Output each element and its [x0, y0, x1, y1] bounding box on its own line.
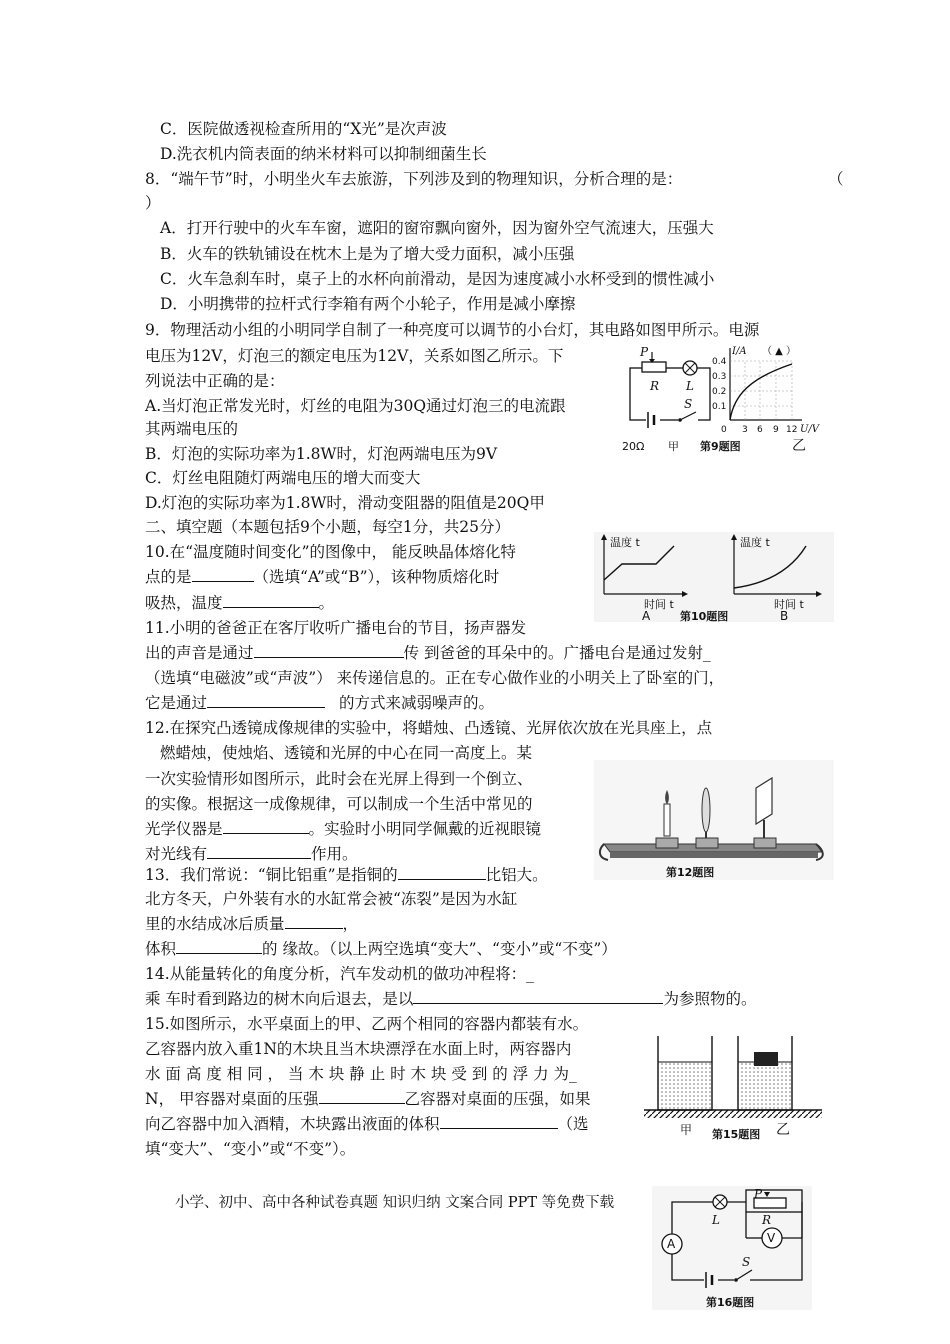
q13-line-3-end: ， [342, 915, 359, 933]
q9-x-tick-0: 0 [721, 425, 727, 435]
q8-option-c: C．火车急刹车时，桌子上的水杯向前滑动，是因为速度减小水杯受到的惯性减小 [160, 270, 715, 288]
q9-label-r: R [650, 379, 660, 393]
q9-option-a-2: 其两端电压的 [145, 420, 239, 438]
q14-line-1-start: 14.从能量转化的角度分析，汽车发动机的做功冲程将： [145, 965, 527, 983]
q15-line-5-end: （选 [557, 1115, 589, 1133]
q9-x-axis-label: U/V [800, 424, 820, 435]
q9-option-c: C．灯丝电阻随灯两端电压的增大而变大 [145, 469, 421, 487]
q16-label-p: P [754, 1187, 763, 1201]
q11-answer-blank-2[interactable]: _ [702, 644, 711, 662]
section-2-title: 二、填空题（本题包括9个小题，每空1分，共25分） [145, 518, 510, 536]
q9-ohm-label: 20Ω [622, 440, 645, 453]
q9-iu-curve [730, 364, 792, 420]
q10-b-x-label: 时间 t [774, 598, 804, 611]
q10-line-3-end: 。 [318, 594, 335, 612]
q10-label-b: B [780, 609, 789, 622]
q9-x-tick-12: 12 [786, 425, 798, 435]
q10-answer-blank-2[interactable] [223, 592, 319, 608]
q10-label-a: A [642, 609, 651, 622]
q8-paren-open: （ [828, 170, 844, 188]
q16-label-a: A [667, 1237, 676, 1251]
q13-line-2: 北方冬天，户外装有水的水缸常会被“冻裂”是因为水缸 [145, 890, 518, 908]
q13-line-1-end: 比铝大。 [485, 866, 548, 884]
q15-line-4-start: N， 甲容器对桌面的压强 [145, 1090, 319, 1108]
q7-option-d: D.洗衣机内筒表面的纳米材料可以抑制细菌生长 [160, 145, 487, 163]
q8-stem: 8．“端午节”时，小明坐火车去旅游，下列涉及到的物理知识，分析合理的是： [145, 170, 683, 188]
q10-answer-blank-1[interactable] [192, 566, 254, 582]
q9-line-3: 列说法中正确的是： [145, 372, 285, 390]
q15-yi-label: 乙 [776, 1122, 790, 1138]
q12-line-5 [145, 818, 541, 840]
q11-line-3: （选填“电磁波”或“声波”） 来传递信息的。正在专心做作业的小明关上了卧室的门， [145, 669, 725, 687]
q9-label-p: P [640, 345, 649, 359]
q11-line-1: 11.小明的爸爸正在客厅收听广播电台的节目，扬声器发 [145, 619, 527, 637]
q9-option-a-1: A.当灯泡正常发光时，灯丝的电阻为30Q通过灯泡三的电流跟 [145, 397, 566, 415]
q9-line-1: 9．物理活动小组的小明同学自制了一种亮度可以调节的小台灯，其电路如图甲所示。电源 [145, 321, 760, 339]
q15-line-6: 填“变大”、“变小”或“不变”）。 [145, 1140, 356, 1158]
q10-line-2 [145, 566, 499, 588]
q12-line-5-end: 。实验时小明同学佩戴的近视眼镜 [308, 820, 542, 838]
q12-line-2: 燃蜡烛，使烛焰、透镜和光屏的中心在同一高度上。某 [160, 744, 533, 762]
q8-paren-close: ） [145, 194, 161, 212]
q14-line-2-end: 为参照物的。 [663, 990, 757, 1008]
q12-figure [594, 760, 834, 880]
q11-line-2-start: 出的声音是通过 [145, 644, 254, 662]
q15-line-3 [145, 1063, 577, 1085]
q13-line-3-start: 里的水结成冰后质量 [145, 915, 285, 933]
q9-y-tick-1: 0.4 [712, 357, 727, 367]
q9-figure [620, 340, 825, 460]
q15-line-4 [145, 1088, 591, 1110]
q10-figure [594, 532, 834, 622]
q12-line-5-start: 光学仪器是 [145, 820, 223, 838]
q16-figure [650, 1186, 816, 1310]
q11-line-2-mid: 传 到爸爸的耳朵中的。广播电台是通过发射 [403, 644, 703, 662]
q14-answer-blank-1[interactable]: _ [526, 965, 534, 983]
q8-option-a: A．打开行驶中的火车车窗，遮阳的窗帘飘向窗外，因为窗外空气流速大，压强大 [160, 219, 714, 237]
q9-jia-label: 甲 [668, 440, 679, 453]
q10-caption: 第10题图 [680, 610, 729, 622]
q12-line-6-start: 对光线有 [145, 845, 208, 863]
q16-label-v: V [767, 1231, 776, 1245]
q14-line-2-start: 乘 车时看到路边的树木向后退去，是以 [145, 990, 414, 1008]
q9-marker: （ ▲ ） [762, 346, 797, 357]
q12-answer-blank-2[interactable] [207, 843, 311, 859]
q11-line-4 [145, 692, 494, 714]
q14-answer-blank-2[interactable] [413, 988, 663, 1004]
q13-answer-blank-2[interactable] [285, 913, 343, 929]
q13-line-4 [145, 938, 617, 960]
q10-line-2-start: 点的是 [145, 568, 192, 586]
q9-label-s: S [684, 397, 693, 411]
q9-label-l: L [686, 379, 694, 393]
convex-lens [702, 788, 710, 832]
q9-yi-label: 乙 [792, 438, 806, 454]
q10-line-1: 10.在“温度随时间变化”的图像中， 能反映晶体熔化特 [145, 543, 516, 561]
q16-label-r: R [762, 1213, 772, 1227]
q11-answer-blank-3[interactable] [207, 692, 325, 708]
q11-line-4-start: 它是通过 [145, 694, 208, 712]
q15-line-3-start: 水 面 高 度 相 同 ， 当 木 块 静 止 时 木 块 受 到 的 浮 力 为 [145, 1065, 570, 1083]
q12-line-6-end: 作用。 [311, 845, 358, 863]
candle [664, 804, 670, 836]
q14-line-2 [145, 988, 756, 1010]
q16-caption: 第16题图 [706, 1296, 755, 1309]
q12-line-6 [145, 843, 358, 865]
q10-line-3 [145, 592, 334, 614]
q12-line-4: 的实像。根据这一成像规律，可以制成一个生活中常见的 [145, 795, 533, 813]
q15-line-5 [145, 1113, 589, 1135]
q11-line-2 [145, 642, 711, 664]
q15-figure [640, 1030, 826, 1142]
q12-answer-blank-1[interactable] [223, 818, 309, 834]
q9-y-tick-2: 0.3 [712, 372, 727, 382]
q15-line-1: 15.如图所示，水平桌面上的甲、乙两个相同的容器内都装有水。 [145, 1015, 589, 1033]
q13-line-4-end: 的 缘故。（以上两空选填“变大”、“变小”或“不变”） [262, 940, 617, 958]
q15-answer-blank-2[interactable] [319, 1088, 405, 1104]
q15-answer-blank-1[interactable]: _ [569, 1065, 577, 1083]
q9-y-tick-3: 0.2 [712, 387, 727, 397]
q16-label-s: S [742, 1255, 751, 1269]
q10-a-x-label: 时间 t [644, 598, 674, 611]
q8-option-b: B．火车的铁轨铺设在枕木上是为了增大受力面积，减小压强 [160, 245, 575, 263]
q9-x-tick-3: 3 [742, 425, 748, 435]
q10-line-3-start: 吸热，温度 [145, 594, 223, 612]
q9-caption: 第9题图 [700, 440, 741, 453]
q15-line-4-end: 乙容器对桌面的压强，如果 [404, 1090, 591, 1108]
q13-line-1 [145, 864, 548, 886]
q10-line-2-end: （选填“A”或“B”），该种物质熔化时 [253, 568, 500, 586]
q11-answer-blank-1[interactable] [254, 642, 404, 658]
q12-line-1: 12.在探究凸透镜成像规律的实验中，将蜡烛、凸透镜、光屏依次放在光具座上，点 [145, 719, 713, 737]
q14-line-1 [145, 963, 534, 985]
q9-option-b: B．灯泡的实际功率为1.8W时，灯泡两端电压为9V [145, 445, 498, 463]
q12-line-3: 一次实验情形如图所示，此时会在光屏上得到一个倒立、 [145, 770, 533, 788]
q13-answer-blank-3[interactable] [176, 938, 262, 954]
q11-line-4-end: 的方式来减弱噪声的。 [339, 694, 495, 712]
q13-line-4-start: 体积 [145, 940, 177, 958]
q15-line-2: 乙容器内放入重1N的木块且当木块漂浮在水面上时，两容器内 [145, 1040, 572, 1058]
footer-text: 小学、初中、高中各种试卷真题 知识归纳 文案合同 PPT 等免费下载 [175, 1195, 615, 1211]
q13-line-1-start: 13．我们常说：“铜比铝重”是指铜的 [145, 866, 398, 884]
q9-x-tick-9: 9 [773, 425, 779, 435]
q15-line-5-start: 向乙容器中加入酒精，木块露出液面的体积 [145, 1115, 440, 1133]
q13-answer-blank-1[interactable] [398, 864, 486, 880]
q10-b-y-label: 温度 t [740, 536, 770, 549]
q7-option-c: C．医院做透视检查所用的“X光”是次声波 [160, 120, 447, 138]
wood-block [754, 1052, 778, 1066]
table-surface [644, 1110, 822, 1118]
q9-option-d: D.灯泡的实际功率为1.8W时，滑动变阻器的阻值是20Q甲 [145, 494, 545, 512]
q15-answer-blank-3[interactable] [440, 1113, 558, 1129]
q15-jia-label: 甲 [680, 1123, 693, 1137]
q10-a-y-label: 温度 t [610, 536, 640, 549]
q9-y-tick-4: 0.1 [712, 402, 727, 412]
q9-line-2: 电压为12V，灯泡三的额定电压为12V，关系如图乙所示。下 [145, 347, 564, 365]
q9-x-tick-6: 6 [757, 425, 763, 435]
q8-option-d: D．小明携带的拉杆式行李箱有两个小轮子，作用是减小摩擦 [160, 295, 576, 313]
q12-caption: 第12题图 [666, 866, 715, 879]
q13-line-3 [145, 913, 358, 935]
rheostat-symbol [642, 362, 666, 372]
q16-label-l: L [712, 1213, 720, 1227]
q15-caption: 第15题图 [712, 1128, 761, 1141]
q9-y-axis-label: I/A [732, 346, 747, 357]
